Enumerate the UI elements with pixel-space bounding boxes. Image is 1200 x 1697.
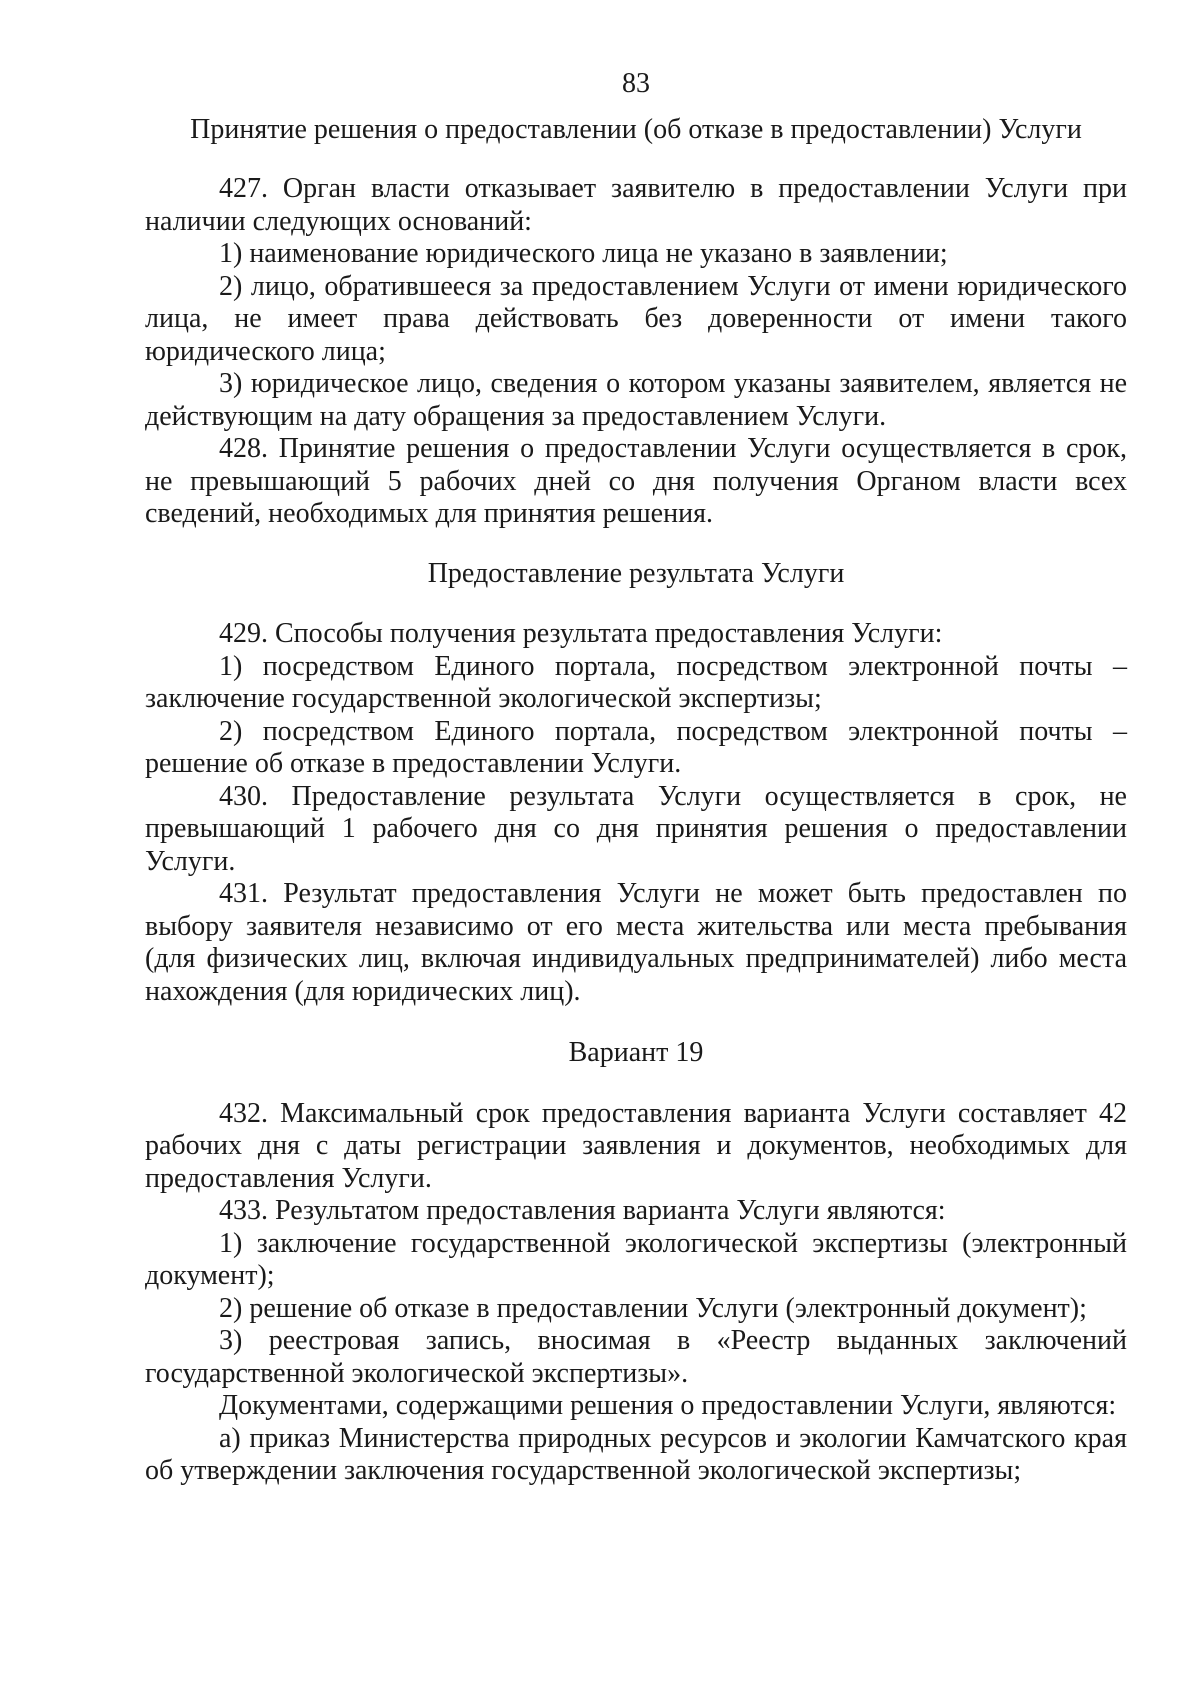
- section-heading-variant-19: Вариант 19: [568, 1037, 704, 1068]
- paragraph-430: 430. Предоставление результата Услуги осуществляется в срок, не превышающий 1 рабочего дня со дня принятия решения о предоставлении Услуги.: [145, 780, 1127, 877]
- paragraph-documents: Документами, содержащими решения о предоставлении Услуги, являются:: [219, 1390, 1117, 1421]
- list-item-3: 3) юридическое лицо, сведения о котором указаны заявителем, является не действующим на дату обращения за предоставлением Услуги.: [145, 368, 1127, 432]
- list-item-2: 2) решение об отказе в предоставлении Услуги (электронный документ);: [219, 1292, 1087, 1324]
- list-item-a: а) приказ Министерства природных ресурсов и экологии Камчатского края об утверждении заключения государственной экологической экспертизы;: [145, 1422, 1127, 1486]
- page-number: 83: [622, 68, 650, 99]
- paragraph-433: 433. Результатом предоставления варианта Услуги являются:: [219, 1195, 946, 1226]
- paragraph-427: 427. Орган власти отказывает заявителю в предоставлении Услуги при наличии следующих оснований:: [145, 173, 1127, 237]
- list-item-2: 2) посредством Единого портала, посредством электронной почты – решение об отказе в предоставлении Услуги.: [145, 715, 1127, 779]
- paragraph-429: 429. Способы получения результата предоставления Услуги:: [219, 618, 943, 649]
- list-item-1: 1) наименование юридического лица не указано в заявлении;: [219, 238, 948, 269]
- list-item-2: 2) лицо, обратившееся за предоставлением Услуги от имени юридического лица, не имеет права действовать без доверенности от имени такого юридического лица;: [145, 270, 1127, 367]
- document-page: [145, 68, 1127, 1488]
- section-heading-decision: Принятие решения о предоставлении (об отказе в предоставлении) Услуги: [190, 113, 1082, 145]
- paragraph-428: 428. Принятие решения о предоставлении Услуги осуществляется в срок, не превышающий 5 рабочих дней со дня получения Органом власти всех сведений, необходимых для принятия решения.: [145, 433, 1127, 529]
- list-item-1: 1) заключение государственной экологической экспертизы (электронный документ);: [145, 1227, 1127, 1291]
- paragraph-432: 432. Максимальный срок предоставления варианта Услуги составляет 42 рабочих дня с даты регистрации заявления и документов, необходимых для предоставления Услуги.: [145, 1097, 1127, 1194]
- section-heading-result: Предоставление результата Услуги: [427, 557, 845, 589]
- list-item-1: 1) посредством Единого портала, посредством электронной почты – заключение государственной экологической экспертизы;: [145, 650, 1127, 714]
- list-item-3: 3) реестровая запись, вносимая в «Реестр выданных заключений государственной экологической экспертизы».: [145, 1325, 1127, 1389]
- paragraph-431: 431. Результат предоставления Услуги не может быть предоставлен по выбору заявителя независимо от его места жительства или места пребывания (для физических лиц, включая индивидуальных предпринимателей) либо места нахождения (для юридических лиц).: [145, 878, 1127, 1007]
